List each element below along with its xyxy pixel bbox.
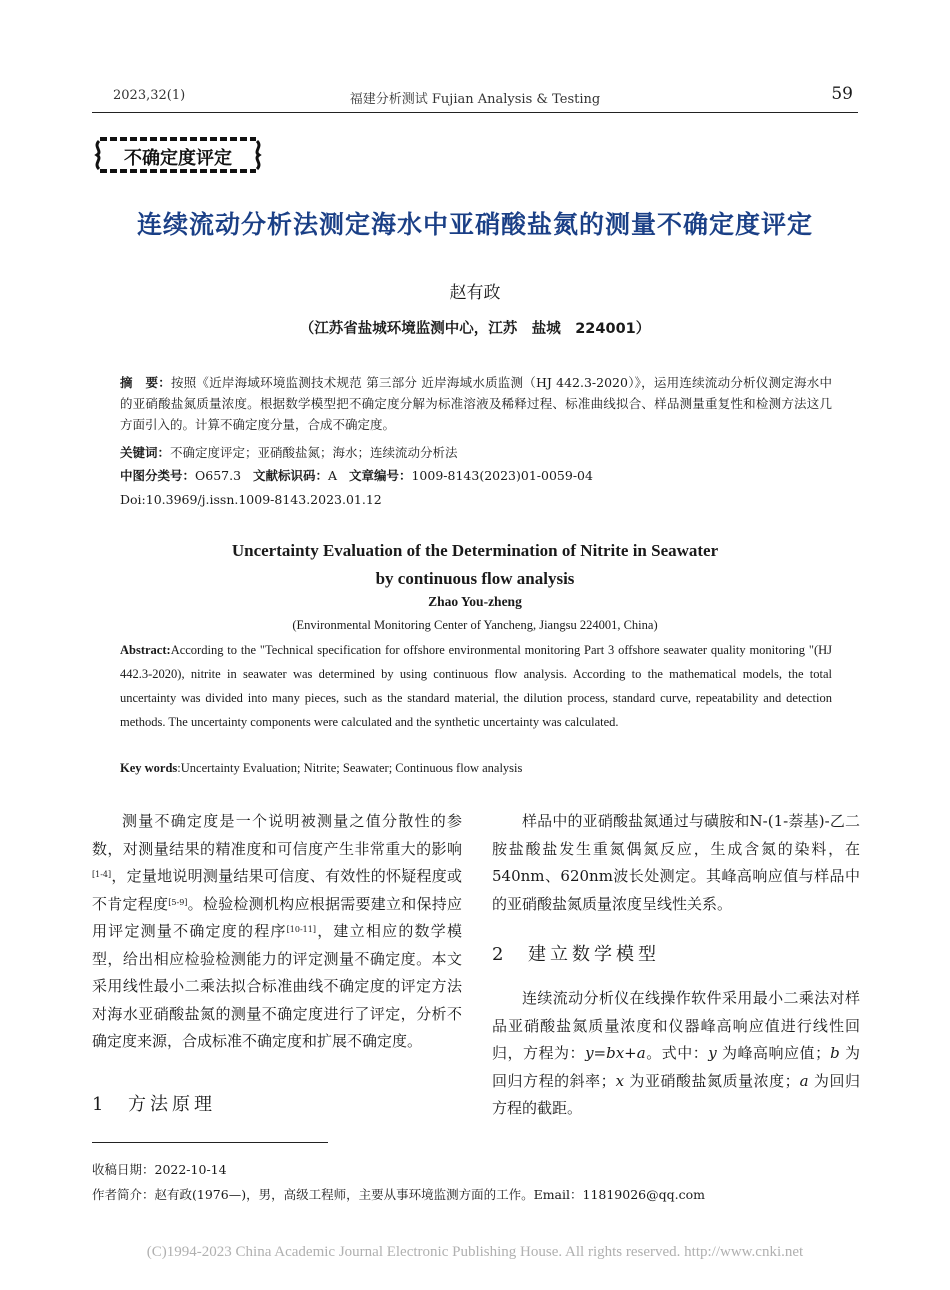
- model-text-5: 为亚硝酸盐氮质量浓度；: [624, 1071, 800, 1090]
- intro-paragraph: [92, 808, 462, 1056]
- var-a: a: [799, 1071, 809, 1090]
- section-1-number: 1: [92, 1094, 104, 1115]
- cn-abstract-label: 摘 要：: [120, 375, 171, 390]
- column-tag: [94, 134, 262, 176]
- en-abstract-label: Abstract:: [120, 643, 171, 657]
- affiliation: （江苏省盐城环境监测中心，江苏 盐城 224001）: [299, 321, 651, 337]
- article-title: 连续流动分析法测定海水中亚硝酸盐氮的测量不确定度评定: [136, 210, 813, 239]
- article-number-label: 文章编号：: [348, 468, 412, 483]
- cnki-watermark: (C)1994-2023 China Academic Journal Electronic Publishing House. All rights reserved. http://www.cnki.net: [146, 1244, 804, 1260]
- method-paragraph: 样品中的亚硝酸盐氮通过与磺胺和N-(1-萘基)-乙二胺盐酸盐发生重氮偶氮反应，生成含氮的染料，在540nm、620nm波长处测定。其峰高响应值与样品中的亚硝酸盐氮质量浓度呈线性关系。: [492, 812, 860, 913]
- author: 赵有政: [449, 283, 501, 303]
- column-tag-label: 不确定度评定: [124, 148, 232, 169]
- footnote-rule: [92, 1142, 328, 1143]
- cn-classification: [120, 465, 832, 486]
- header-issue: 2023,32(1): [113, 88, 186, 103]
- model-text-3: 为峰高响应值；: [716, 1044, 831, 1062]
- cn-keywords-text: 不确定度评定；亚硝酸盐氮；海水；连续流动分析法: [170, 445, 458, 460]
- en-abstract: [120, 638, 832, 734]
- header-rule: [92, 112, 858, 113]
- intro-text-3: 。检验检测机构应根据需要建立和保持应用评定测量不确定度的程序: [92, 894, 462, 940]
- en-keywords-text: Uncertainty Evaluation; Nitrite; Seawater; Continuous flow analysis: [180, 761, 523, 775]
- intro-text-4: ，建立相应的数学模型，给出相应检验检测能力的评定测量不确定度。本文采用线性最小二乘法拟合标准曲线不确定度的评定方法对海水亚硝酸盐氮的测量不确定度进行了评定，分析不确定度来源，合成标准不确定度和扩展不确定度。: [92, 922, 462, 1050]
- footnote-author-bio: 作者简介：赵有政(1976—)，男，高级工程师，主要从事环境监测方面的工作。Email：11819026@qq.com: [92, 1187, 705, 1202]
- citation-1-4: [1-4]: [92, 870, 112, 879]
- doccode-value: A: [328, 468, 338, 483]
- cn-keywords-label: 关键词：: [120, 445, 171, 460]
- model-text-2: 。式中：: [645, 1044, 709, 1062]
- var-y: y: [708, 1044, 717, 1062]
- en-abstract-text: According to the "Technical specification for offshore environmental monitoring Part 3 offshore seawater quality monitoring "(HJ 442.3-2020), nitrite in seawater was determined by using continuous flow analysis. According to the mathematical models, the total uncertainty was divided into many pieces, such as the standard material, the dilution process, standard curve, repeatability and detection methods. The uncertainty components were calculated and the synthetic uncertainty was calculated.: [120, 643, 832, 729]
- doi: Doi:10.3969/j.issn.1009-8143.2023.01.12: [120, 492, 382, 507]
- section-1-title: 方法原理: [128, 1094, 216, 1115]
- article-number-value: 1009-8143(2023)01-0059-04: [411, 468, 593, 483]
- en-keywords-label: Key words: [120, 761, 178, 775]
- section-2-title: 建立数学模型: [528, 944, 660, 965]
- en-title-line1: Uncertainty Evaluation of the Determination of Nitrite in Seawater: [231, 541, 719, 560]
- class-label: 中图分类号：: [120, 468, 196, 483]
- citation-10-11: [10-11]: [286, 925, 316, 934]
- page-number: 59: [831, 84, 853, 104]
- model-text-4: 为回归方程的斜率；: [492, 1044, 860, 1090]
- equation: y=bx+a: [585, 1044, 646, 1062]
- en-author: Zhao You-zheng: [428, 594, 522, 609]
- en-keywords: Key words:Uncertainty Evaluation; Nitrite; Seawater; Continuous flow analysis: [120, 761, 523, 775]
- en-title: [0, 537, 950, 593]
- en-title-line2: by continuous flow analysis: [375, 569, 575, 588]
- section-1-heading: [92, 1090, 216, 1116]
- model-paragraph: [492, 985, 860, 1123]
- header-journal: 福建分析测试 Fujian Analysis & Testing: [349, 92, 601, 107]
- citation-5-9: [5-9]: [168, 897, 188, 907]
- model-text-1: 连续流动分析仪在线操作软件采用最小二乘法对样品亚硝酸盐氮质量浓度和仪器峰高响应值进行线性回归，方程为：: [492, 989, 860, 1062]
- intro-text-1: 测量不确定度是一个说明被测量之值分散性的参数，对测量结果的精准度和可信度产生非常重大的影响: [92, 812, 462, 858]
- cn-abstract-text: 按照《近岸海域环境监测技术规范 第三部分 近岸海域水质监测（HJ 442.3-2020）》，运用连续流动分析仪测定海水中的亚硝酸盐氮质量浓度。根据数学模型把不确定度分解为标准溶液及稀释过程、标准曲线拟合、样品测量重复性和检测方法这几方面引入的。计算不确定度分量，合成不确定度。: [120, 375, 832, 432]
- var-b: b: [830, 1044, 840, 1062]
- class-value: O657.3: [195, 468, 242, 483]
- intro-text-2: ，定量地说明测量结果可信度、有效性的怀疑程度或不肯定程度: [92, 867, 462, 913]
- model-text-6: 为回归方程的截距。: [492, 1071, 860, 1117]
- section-2-number: 2: [492, 944, 504, 965]
- doccode-label: 文献标识码：: [252, 468, 328, 483]
- section-2-heading: [492, 940, 660, 966]
- footnote-received: 收稿日期：2022-10-14: [92, 1162, 227, 1177]
- var-x: x: [615, 1071, 625, 1090]
- cn-keywords: [120, 442, 832, 463]
- en-affiliation: (Environmental Monitoring Center of Yancheng, Jiangsu 224001, China): [292, 618, 658, 632]
- cn-abstract: [120, 372, 832, 435]
